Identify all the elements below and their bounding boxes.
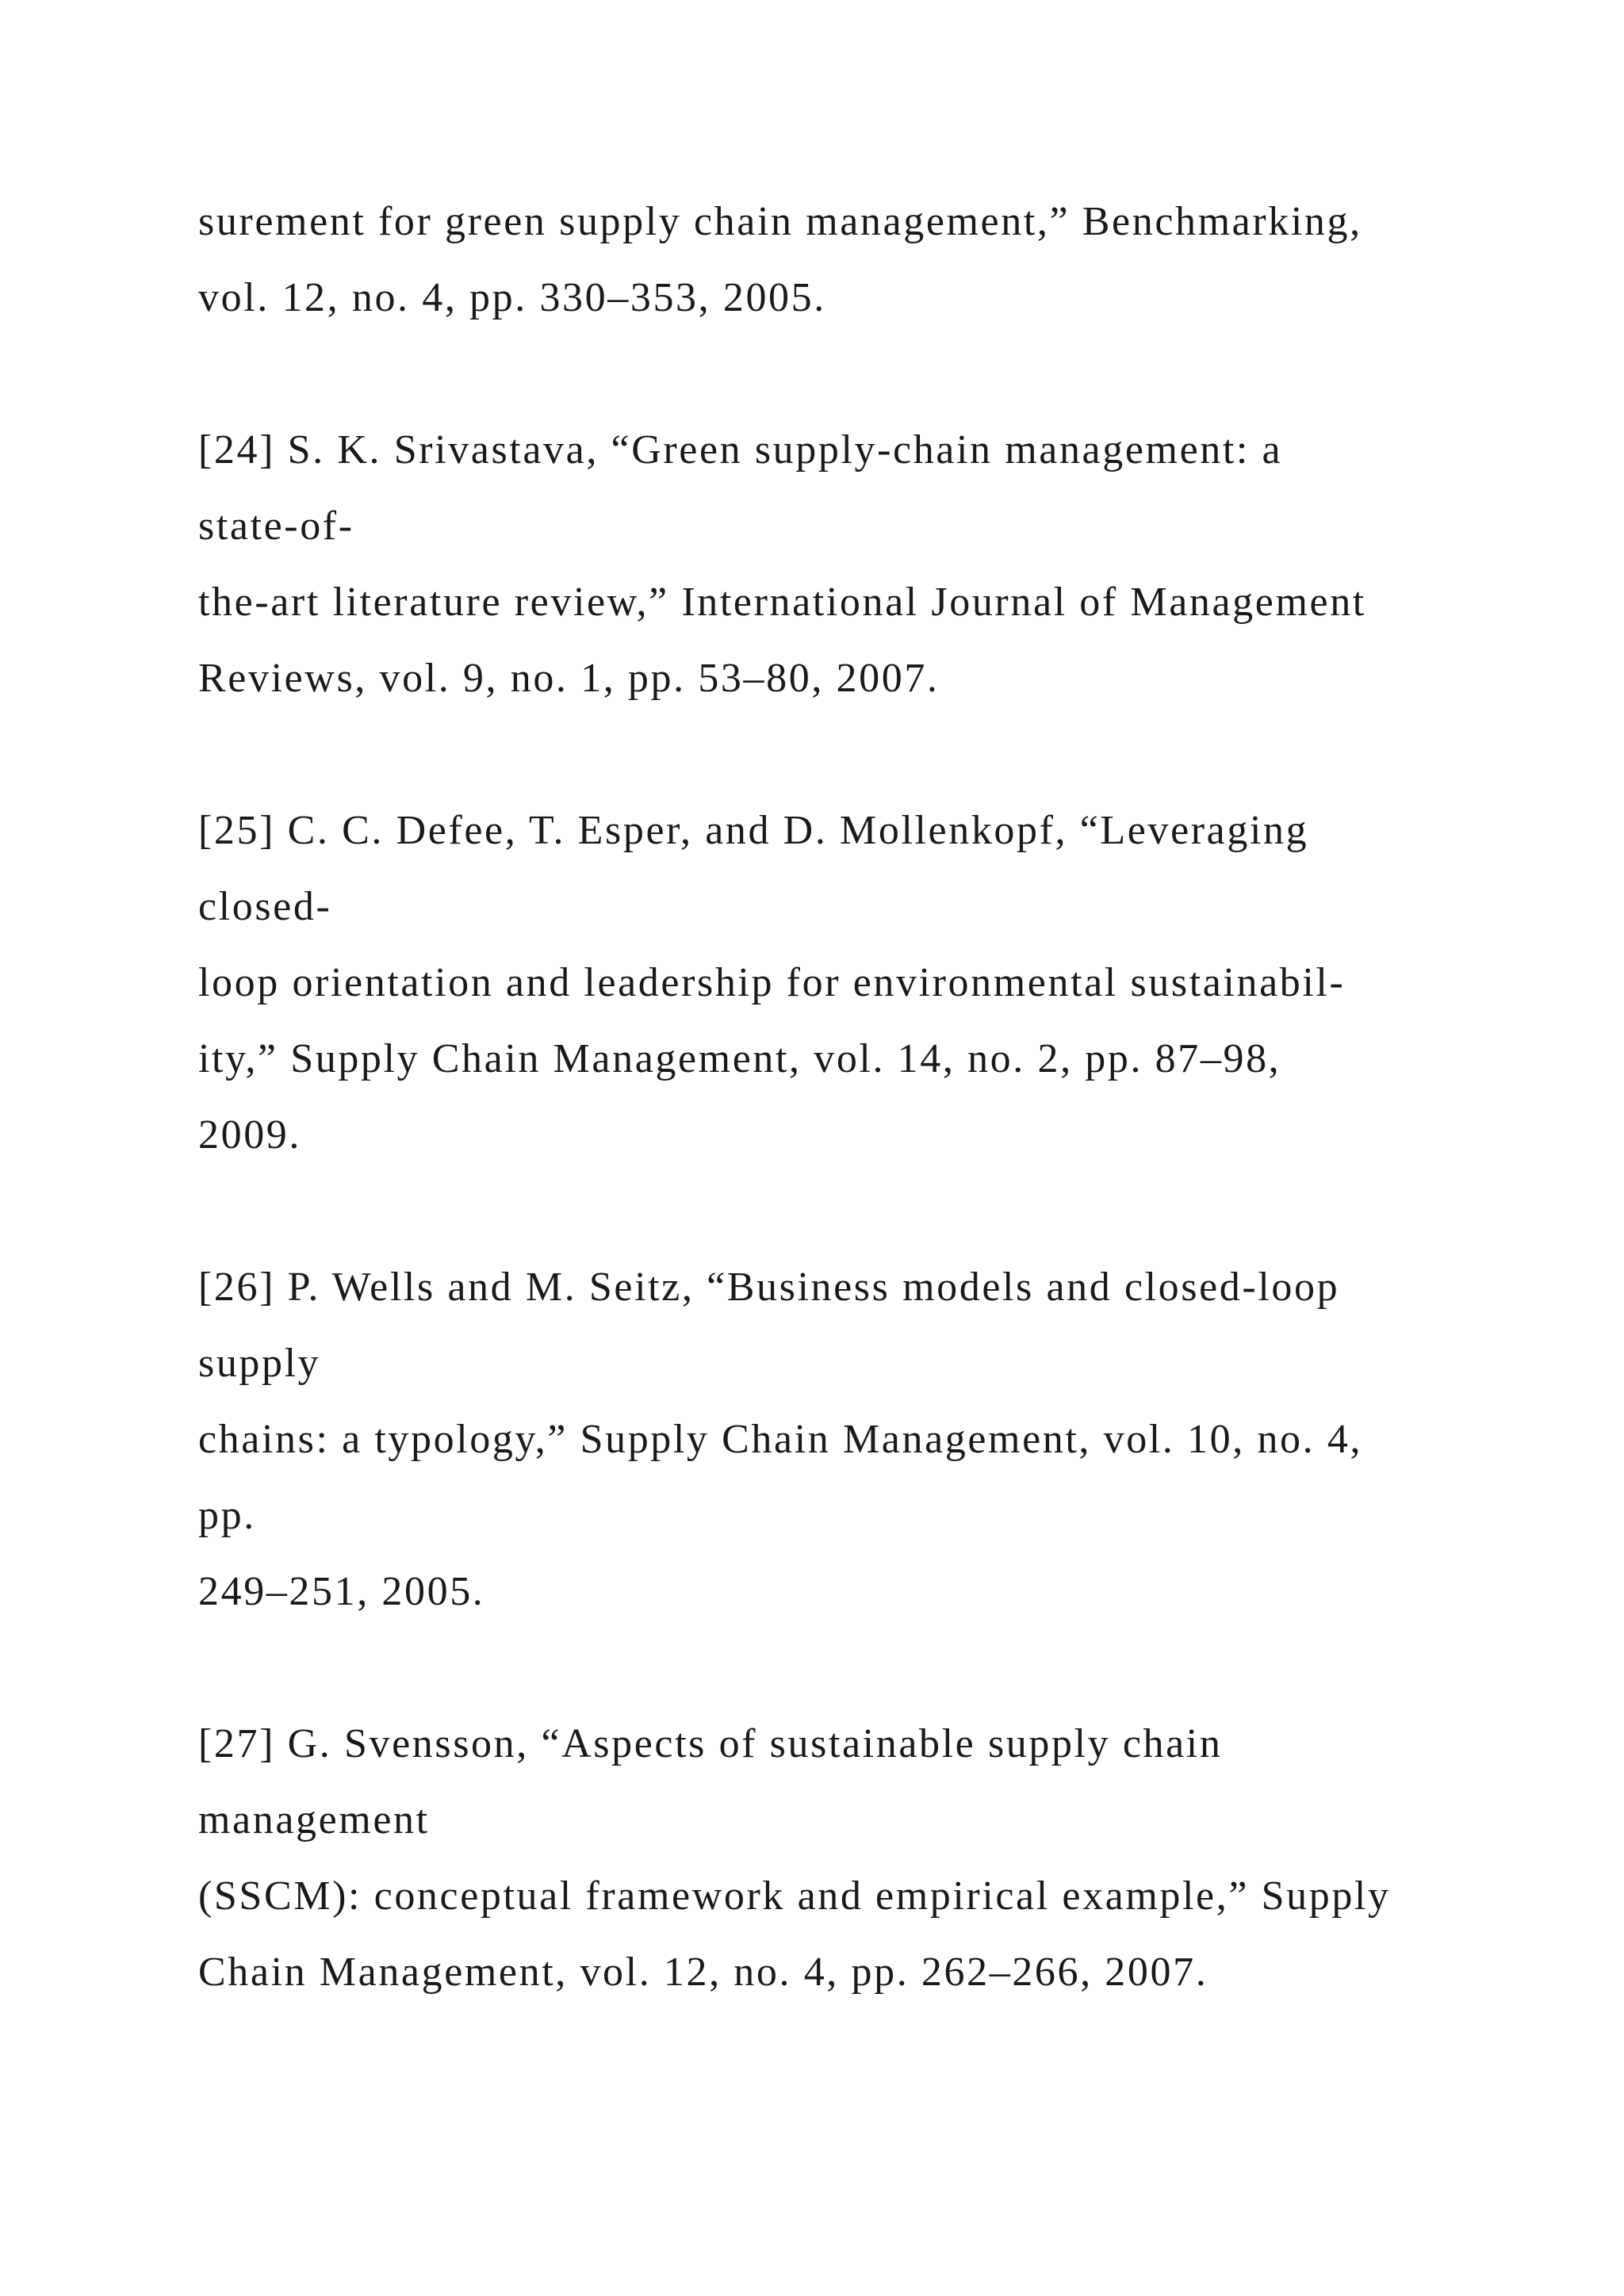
- reference-line: pp.: [198, 1493, 256, 1538]
- reference-line: loop orientation and leadership for environmental sustainabil-: [198, 960, 1346, 1005]
- reference-entry-26: [198, 1249, 1546, 1630]
- paragraph-gap: [198, 717, 1546, 793]
- reference-line: [27] G. Svensson, “Aspects of sustainable supply chain: [198, 1721, 1223, 1766]
- reference-entry-continued: [198, 184, 1546, 336]
- paragraph-gap: [198, 336, 1546, 412]
- paragraph-gap: [198, 1173, 1546, 1249]
- reference-line: chains: a typology,” Supply Chain Management, vol. 10, no. 4,: [198, 1417, 1363, 1462]
- reference-line: closed-: [198, 884, 332, 929]
- paragraph-gap: [198, 1630, 1546, 1706]
- reference-line: Reviews, vol. 9, no. 1, pp. 53–80, 2007.: [198, 656, 940, 701]
- reference-entry-24: [198, 412, 1546, 717]
- reference-line: management: [198, 1797, 430, 1843]
- reference-line: [26] P. Wells and M. Seitz, “Business models and closed-loop: [198, 1265, 1340, 1310]
- reference-line: the-art literature review,” International Journal of Management: [198, 580, 1366, 625]
- reference-line: vol. 12, no. 4, pp. 330–353, 2005.: [198, 275, 826, 320]
- reference-line: 249–251, 2005.: [198, 1569, 485, 1614]
- reference-list: [198, 184, 1546, 2011]
- reference-entry-25: [198, 793, 1546, 1173]
- reference-line: [25] C. C. Defee, T. Esper, and D. Mollenkopf, “Leveraging: [198, 808, 1309, 853]
- reference-line: Chain Management, vol. 12, no. 4, pp. 262–266, 2007.: [198, 1950, 1208, 1995]
- reference-line: 2009.: [198, 1112, 301, 1158]
- reference-line: ity,” Supply Chain Management, vol. 14, no. 2, pp. 87–98,: [198, 1036, 1281, 1081]
- reference-line: surement for green supply chain management,” Benchmarking,: [198, 199, 1362, 244]
- reference-entry-27: [198, 1706, 1546, 2011]
- reference-line: [24] S. K. Srivastava, “Green supply-chain management: a: [198, 427, 1283, 473]
- reference-line: (SSCM): conceptual framework and empirical example,” Supply: [198, 1873, 1391, 1919]
- reference-line: supply: [198, 1341, 321, 1386]
- reference-line: state-of-: [198, 503, 354, 549]
